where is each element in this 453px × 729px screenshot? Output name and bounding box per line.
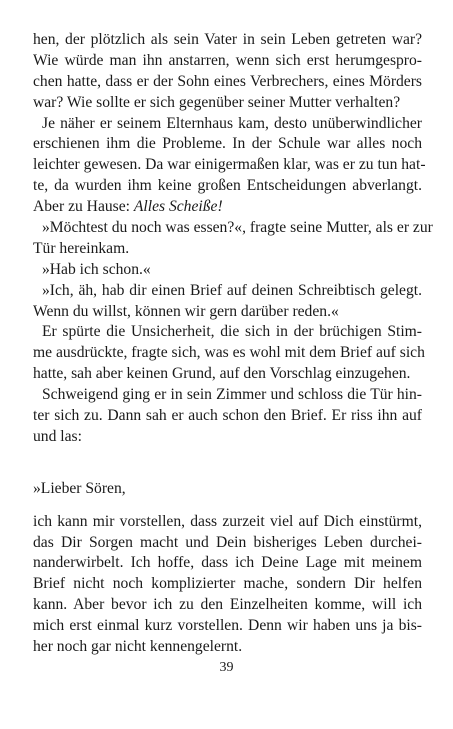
text-line: »Ich, äh, hab dir einen Brief auf deinen Schreibtisch gelegt. xyxy=(42,281,422,299)
paragraph-4 xyxy=(33,260,422,281)
section-gap xyxy=(33,448,422,479)
book-page-text xyxy=(33,30,433,658)
text-line: Wie würde man ihn anstarren, wenn sich erst herumgespro- xyxy=(33,51,422,69)
text-line: war? Wie sollte er sich gegenüber seiner Mutter verhalten? xyxy=(33,93,401,111)
letter-body xyxy=(33,512,422,658)
text-line: erschienen ihm die Probleme. In der Schule war alles noch xyxy=(33,135,422,153)
text-line: Wenn du willst, können wir gern darüber reden.« xyxy=(33,302,339,320)
paragraph-1 xyxy=(33,30,422,114)
paragraph-7 xyxy=(33,385,422,448)
paragraph-3 xyxy=(33,218,433,260)
text-line: »Hab ich schon.« xyxy=(42,260,151,278)
salutation-gap xyxy=(33,500,422,512)
text-line: hatte, sah aber keinen Grund, auf den Vorschlag einzugehen. xyxy=(33,365,411,383)
text-line: »Lieber Sören, xyxy=(33,479,126,497)
paragraph-5 xyxy=(33,281,422,323)
text-line: te, da wurden ihm keine großen Entscheidungen abverlangt. xyxy=(33,177,422,195)
text-line: Brief nicht noch komplizierter mache, sondern Dir helfen xyxy=(33,575,422,593)
text-line: me ausdrückte, fragte sich, was es wohl mit dem Brief auf sich xyxy=(33,344,425,362)
text-line: »Möchtest du noch was essen?«, fragte seine Mutter, als er zur xyxy=(42,219,433,237)
text-line: leichter gewesen. Da war einigermaßen klar, was er zu tun hat- xyxy=(33,156,426,174)
text-line: nanderwirbelt. Ich hoffe, dass ich Deine Lage mit meinem xyxy=(33,554,422,572)
text-line: Schweigend ging er in sein Zimmer und schloss die Tür hin- xyxy=(42,386,422,404)
text-line: und las: xyxy=(33,427,82,445)
page-number: 39 xyxy=(219,660,234,675)
text-line: das Dir Sorgen macht und Dein bisheriges Leben durchei- xyxy=(33,533,422,551)
text-line: ich kann mir vorstellen, dass zurzeit viel auf Dich einstürmt, xyxy=(33,512,422,530)
text-line: hen, der plötzlich als sein Vater in sein Leben getreten war? xyxy=(33,31,422,48)
paragraph-6 xyxy=(33,322,425,385)
text-line: chen hatte, dass er der Sohn eines Verbrechers, eines Mörders xyxy=(33,72,422,90)
text-line-prefix: Aber zu Hause: xyxy=(33,198,134,216)
text-line: Tür hereinkam. xyxy=(33,239,130,257)
text-line: Er spürte die Unsicherheit, die sich in der brüchigen Stim- xyxy=(42,323,422,341)
text-line: her noch gar nicht kennengelernt. xyxy=(33,638,243,656)
text-line: kann. Aber bevor ich zu den Einzelheiten komme, will ich xyxy=(33,596,422,614)
text-line: ter sich zu. Dann sah er auch schon den Brief. Er riss ihn auf xyxy=(33,407,422,425)
letter-salutation xyxy=(33,479,422,500)
paragraph-2 xyxy=(33,114,426,218)
text-line: Je näher er seinem Elternhaus kam, desto unüberwindlicher xyxy=(42,114,422,132)
text-line xyxy=(33,197,422,218)
emphasis-text: Alles Scheiße! xyxy=(133,198,223,216)
text-line: mich erst einmal kurz vorstellen. Denn wir haben uns ja bis- xyxy=(33,617,422,635)
